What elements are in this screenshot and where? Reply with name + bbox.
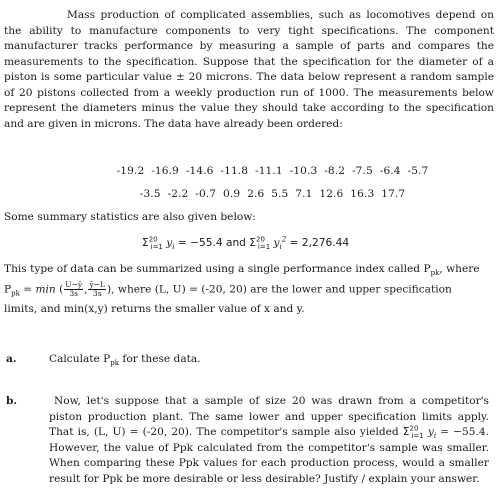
data-row-1: -19.2 -16.9 -14.6 -11.8 -11.1 -10.3 -8.2 -7.5 -6.4 -5.7 — [116, 165, 429, 177]
ppk-formula-line: $P_{pk} = \min$ ( $\frac{U-ȳ}{3s}$ , $\frac{ȳ-L}{3s}$ ), where (L, U) = (-20, 20) are the lower and upper specification — [4, 280, 452, 298]
intro-body: the ability to manufacture components to very tight specifications. The component manufacturer tracks performance by measuring a sample of parts and compares the measurements to the specification. Suppose that the specification for the diameter of a piston is some particular value ± 20 microns. The data below represent a random sample of 20 pistons collected from a weekly production run of 1000. The measurements below represent the diameters minus the value they should take according to the specification and are given in microns. The data have already been ordered: — [4, 24, 494, 130]
part-b-label: b. — [6, 395, 18, 407]
summary-intro: Some summary statistics are also given below: — [4, 211, 256, 223]
fraction-upper: $\frac{U-ȳ}{3s}$ — [65, 280, 83, 298]
fraction-lower: $\frac{ȳ-L}{3s}$ — [89, 280, 105, 298]
ppk-definition-line-3: limits, and min(x,y) returns the smaller value of x and y. — [4, 303, 305, 315]
part-b-text: Now, let's suppose that a sample of size 20 was drawn from a competitor's piston production plant. The same lower and upper specification limits apply. That is, (L, U) = (-20, 20). The competitor's sample also yielded $\Sigma^{20}_{i=1}$ $y_i = -55.4$. However, the value of Ppk calculated from the competitor's sample was smaller. When comparing these Ppk values for each production process, would a smaller result for Ppk be more desirable or less desirable? Justify / explain your answer. — [49, 395, 489, 485]
sum-symbol: $\Sigma^{20}_{i=1}$ — [142, 235, 163, 252]
sum-symbol-2: $\Sigma^{20}_{i=1}$ — [249, 235, 271, 252]
intro-paragraph — [4, 8, 494, 132]
sum-y2-value: = 2,276.44 — [289, 237, 350, 249]
sum-symbol-3: $\Sigma^{20}_{i=1}$ — [402, 424, 424, 441]
summary-equation: $\Sigma^{20}_{i=1}$ $y_i = -55.4$ and $\Sigma^{20}_{i=1}$ $y_i^2 = 2,276.44$ — [142, 235, 350, 252]
ppk-definition-line-1: This type of data can be summarized using a single performance index called $P_{pk}$, where — [4, 263, 480, 278]
sum-y-value: = −55.4 and — [177, 237, 246, 249]
intro-first-line: Mass production of complicated assemblies, such as locomotives depend on — [67, 9, 494, 21]
data-row-2: -3.5 -2.2 -0.7 0.9 2.6 5.5 7.1 12.6 16.3 17.7 — [139, 188, 406, 200]
part-a-label: a. — [6, 353, 17, 365]
part-a-text: Calculate $P_{pk}$ for these data. — [49, 353, 201, 368]
